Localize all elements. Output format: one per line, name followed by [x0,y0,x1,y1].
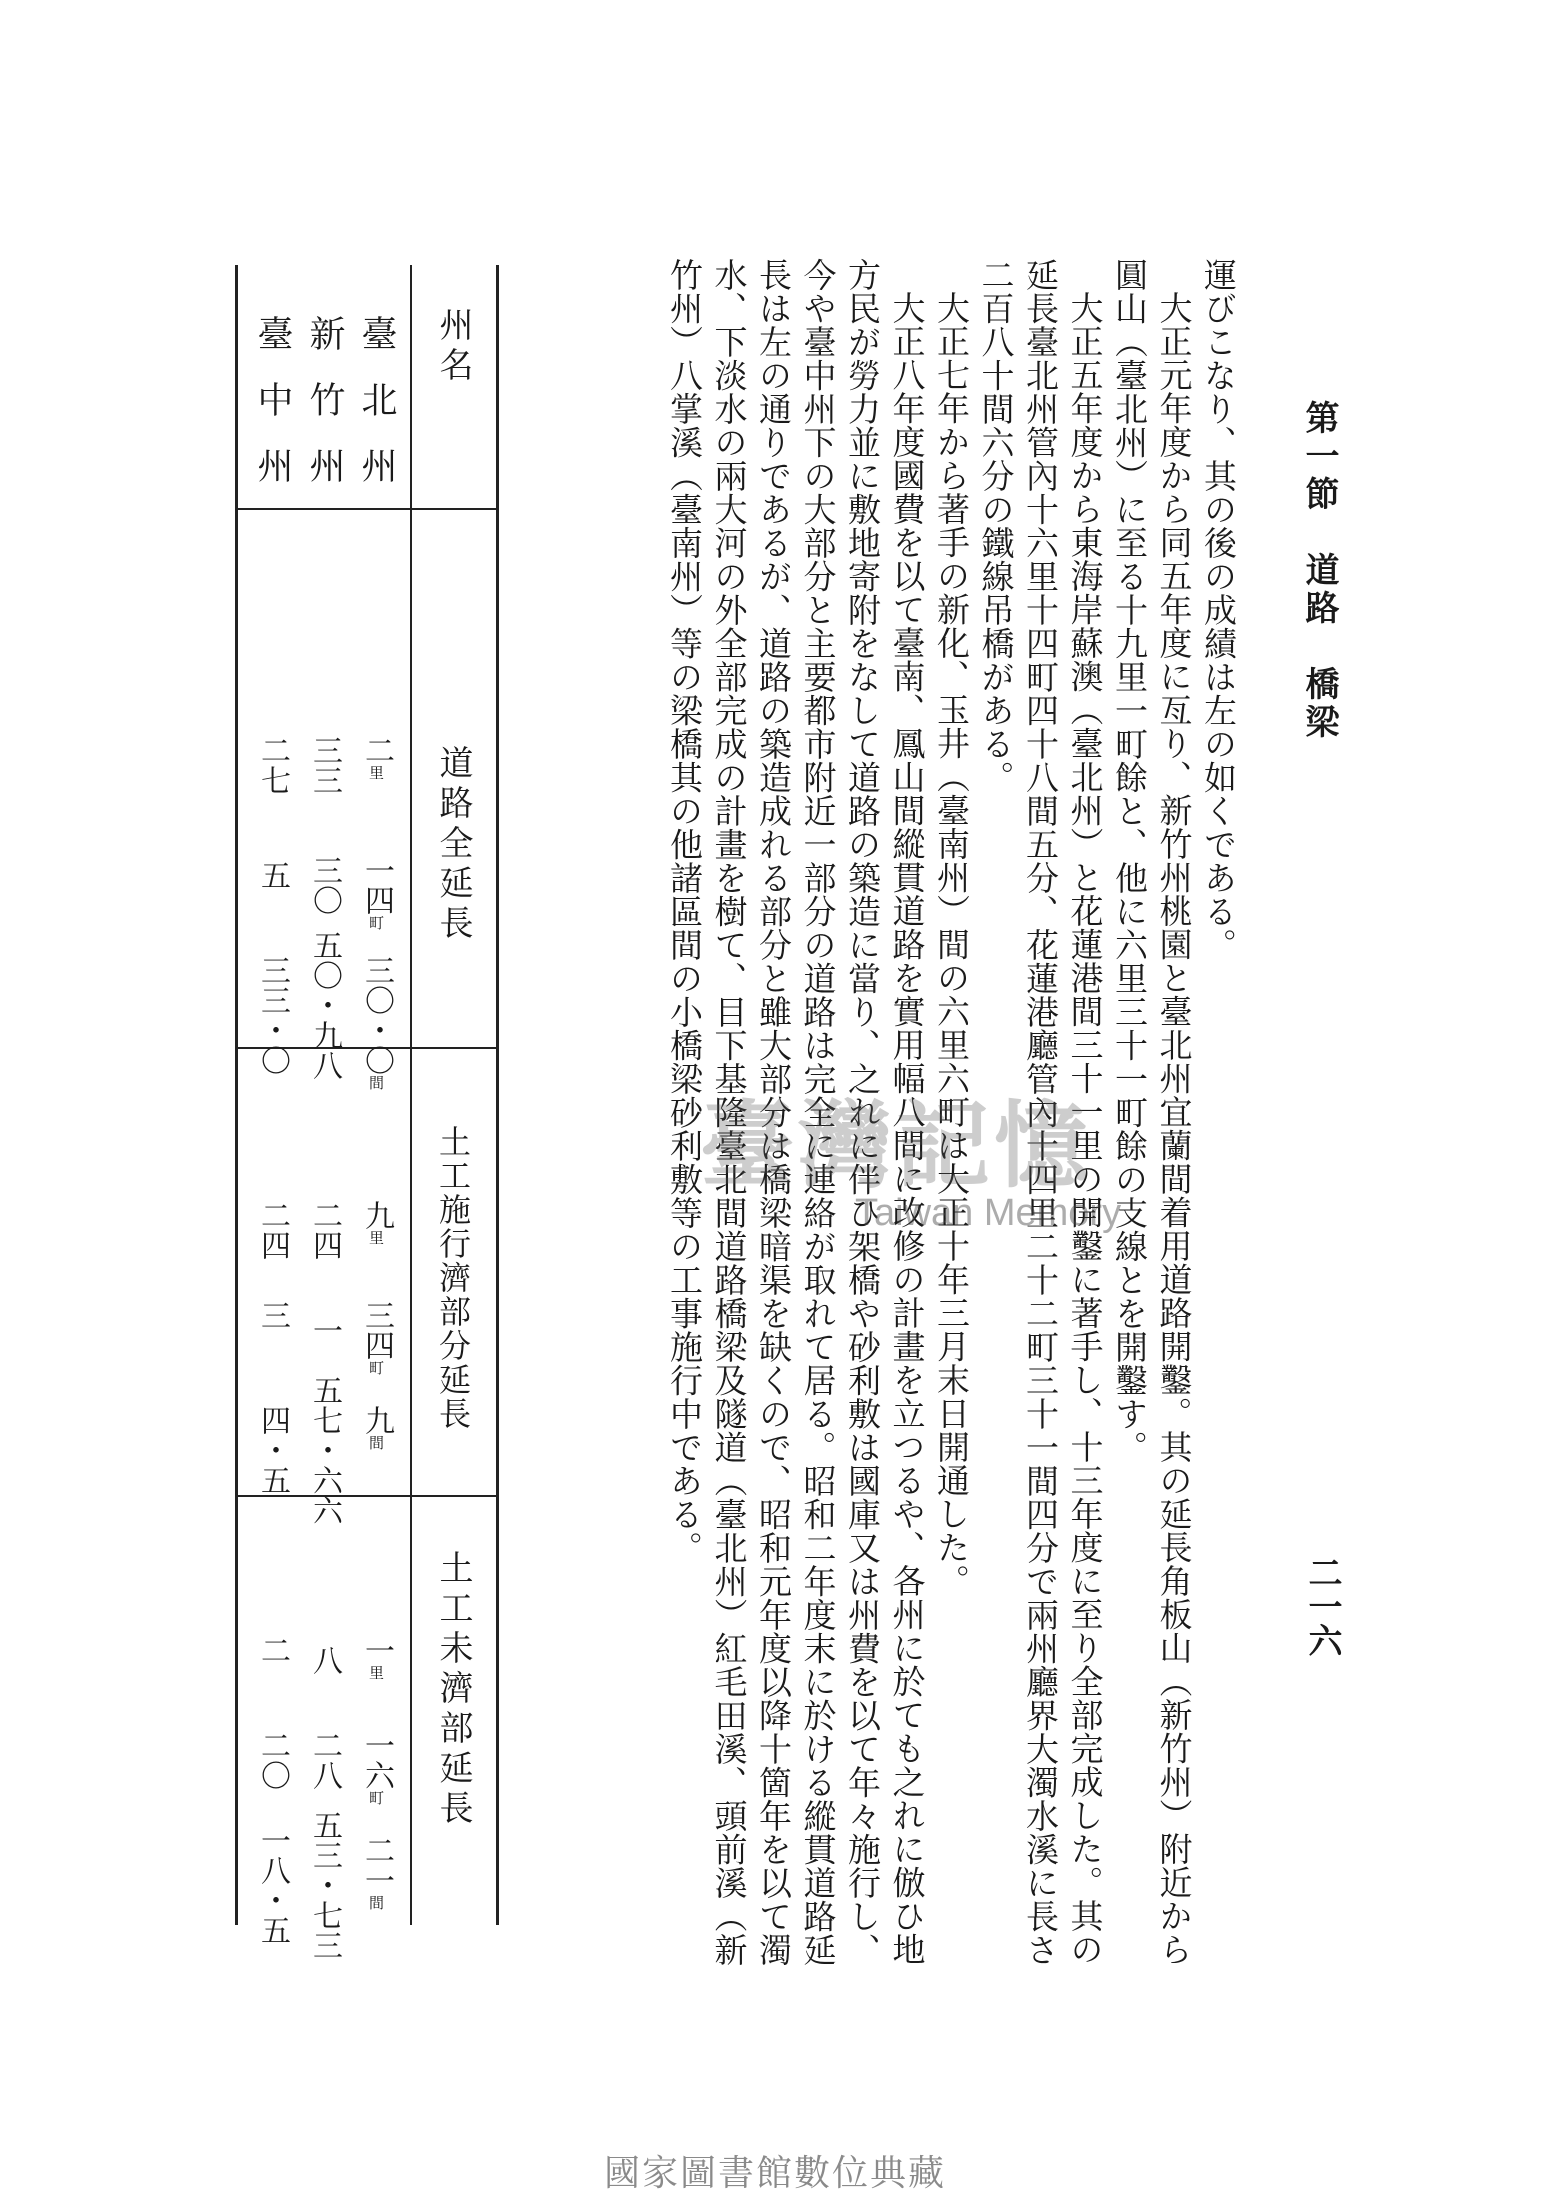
uncompleted-cho: 一六$^町$ [359,1730,394,1805]
total-ri: 二七 [255,735,290,795]
total-ken: 五〇・九八 [307,930,342,1080]
paragraph: 運びこなり、其の後の成績は左の如くである。 [1199,258,1238,962]
table-divider [410,265,412,1925]
watermark [700,1070,1260,1270]
page-number: 二一六 [1302,1555,1342,1657]
table-divider [238,1495,496,1497]
completed-ken: 四・五 [255,1405,290,1495]
completed-ken: 九$^間$ [359,1405,394,1450]
header-total-length: 道路全延長 [433,745,473,945]
uncompleted-cho: 二八 [307,1730,342,1790]
footer-credit: 國家圖書館數位典藏 [603,2153,946,2194]
total-ri: 三三 [307,735,342,795]
uncompleted-cho: 二〇 [255,1730,290,1790]
completed-ri: 二四 [307,1200,342,1260]
total-ken: 三〇・〇$^間$ [359,955,394,1090]
completed-cho: 三 [255,1300,290,1330]
total-ken: 三三・〇 [255,955,290,1075]
uncompleted-ri: 二 [255,1635,290,1665]
completed-ri: 二四 [255,1200,290,1260]
header-province: 州名 [433,307,473,387]
total-cho: 一四$^町$ [359,855,394,930]
watermark-subtitle: Taiwan Memory [855,1192,1122,1234]
completed-ri: 九$^里$ [359,1200,394,1245]
province-name: 臺北州 [356,315,397,513]
total-ri: 二$^里$ [359,735,394,780]
road-length-table [235,265,499,1960]
header-uncompleted-length: 土工未濟部延長 [433,1550,473,1830]
paragraph: 大正八年度國費を以て臺南、鳳山間縱貫道路を實用幅八間に改修の計畫を立つるや、各州に於ても之れに倣ひ地方民が勞力並に敷地寄附をなして道路の築造に當り、之れに伴ひ架橋や砂利敷は國庫又は州費を以て年々施行し、今や臺中州下の大部分と主要都市附近一部分の道路は完全に連絡が取れて居る。昭和二年度末に於ける縱貫道路延長は左の通りであるが、道路の築造成れる部分と雖大部分は橋梁暗渠を缺くので、昭和元年度以降十箇年を以て濁水、下淡水の兩大河の外全部完成の計畫を樹て、目下基隆臺北間道路橋梁及隧道（臺北州）紅毛田溪、頭前溪（新竹州）八掌溪（臺南州）等の梁橋其の他諸區間の小橋梁砂利敷等の工事施行中である。 [665,258,927,1967]
province-name: 臺中州 [252,315,293,513]
section-title: 第一節 道路 橋梁 [1299,400,1339,742]
province-name: 新竹州 [304,315,345,513]
uncompleted-ken: 二一$^間$ [359,1835,394,1910]
completed-cho: 三四$^町$ [359,1300,394,1375]
paragraph: 大正七年から著手の新化、玉井（臺南州）間の六里六町は大正十年三月末日開通した。 [932,291,971,1598]
uncompleted-ri: 八 [307,1645,342,1675]
total-cho: 五 [255,860,290,890]
uncompleted-ken: 一八・五 [255,1825,290,1945]
uncompleted-ri: 一$^里$ [359,1635,394,1680]
paragraph: 大正五年度から東海岸蘇澳（臺北州）と花蓮港間三十一里の開鑿に著手し、十三年度に至り全部完成した。其の延長臺北州管內十六里十四町四十八間五分、花蓮港廳管內十四里二十二町三十一間四分で兩州廳界大濁水溪に長さ二百八十間六分の鐵線吊橋がある。 [976,258,1105,1967]
completed-ken: 五七・六六 [307,1375,342,1525]
header-completed-length: 土工施行濟部分延長 [434,1125,472,1431]
watermark-logo: 臺灣記憶 [700,1091,1093,1201]
paragraph: 大正元年度から同五年度に亙り、新竹州桃園と臺北州宜蘭間着用道路開鑿。其の延長角板山（新竹州）附近から圓山（臺北州）に至る十九里一町餘と、他に六里三十一町餘の支線とを開鑿す。 [1110,258,1194,1966]
uncompleted-ken: 五三・七三 [307,1810,342,1960]
total-cho: 三〇 [307,855,342,915]
completed-cho: 一 [307,1315,342,1345]
